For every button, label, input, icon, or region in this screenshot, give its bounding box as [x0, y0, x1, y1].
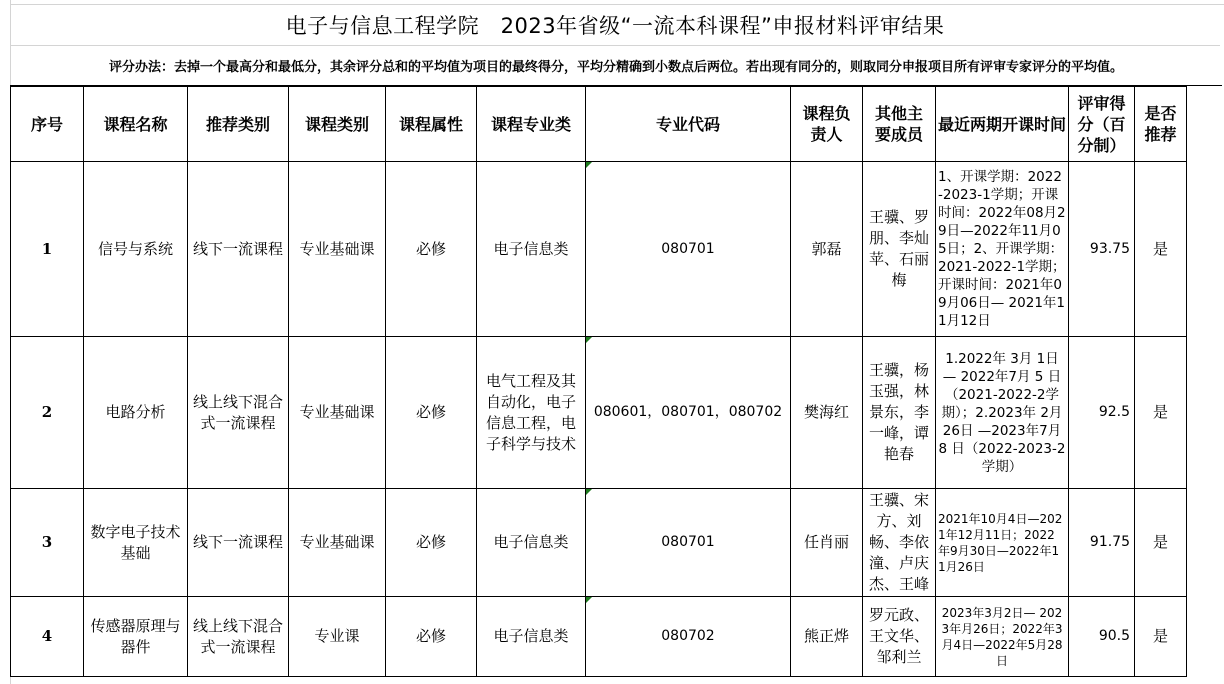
cell-members[interactable]: 王骥、罗朋、李灿苹、石丽梅 [863, 162, 936, 337]
cell-score[interactable]: 91.75 [1069, 489, 1135, 597]
cell-recent-time[interactable]: 2021年10月4日—2021年12月11日；2022年9月30日—2022年11月26日 [936, 489, 1069, 597]
cell-index[interactable]: 3 [11, 489, 84, 597]
scoring-note[interactable]: 评分办法：去掉一个最高分和最低分，其余评分总和的平均值为项目的最终得分，平均分精确到小数点后两位。若出现有同分的，则取同分申报项目所有评审专家评分的平均值。 [10, 46, 1222, 86]
major-code-text: 080701 [661, 240, 715, 257]
cell-index[interactable]: 4 [11, 597, 84, 677]
header-row [11, 87, 1187, 162]
cell-course-type[interactable]: 专业基础课 [289, 162, 386, 337]
cell-recent-time[interactable]: 1、开课学期：2022-2023-1学期；开课时间：2022年08月29日—2022年11月05日；2、开课学期：2021-2022-1学期；开课时间：2021年09月06日— 2021年11月12日 [936, 162, 1069, 337]
table-row [11, 597, 1187, 677]
cell-leader[interactable]: 樊海红 [791, 337, 863, 489]
cell-score[interactable]: 90.5 [1069, 597, 1135, 677]
table-row [11, 489, 1187, 597]
header-recent-time[interactable]: 最近两期开课时间 [936, 87, 1069, 162]
cell-recent-time[interactable]: 2023年3月2日— 2023年月26日；2022年3月4日—2022年5月28日 [936, 597, 1069, 677]
cell-major-class[interactable]: 电子信息类 [477, 162, 586, 337]
header-index[interactable]: 序号 [11, 87, 84, 162]
cell-major-code[interactable] [586, 162, 791, 337]
cell-course-name[interactable]: 数字电子技术基础 [84, 489, 188, 597]
cell-recommend-type[interactable]: 线上线下混合式一流课程 [188, 337, 289, 489]
cell-recent-time[interactable]: 1.2022年 3月 1日 — 2022年7月 5 日（2021-2022-2学期）；2.2023年 2月26日 —2023年7月 8 日（2022-2023-2学期） [936, 337, 1069, 489]
cell-course-attr[interactable]: 必修 [386, 162, 477, 337]
cell-recommended[interactable]: 是 [1135, 162, 1187, 337]
cell-course-attr[interactable]: 必修 [386, 489, 477, 597]
error-indicator-icon [586, 489, 592, 495]
major-code-text: 080601，080701，080702 [593, 404, 783, 420]
error-indicator-icon [586, 162, 592, 168]
header-members[interactable]: 其他主要成员 [863, 87, 936, 162]
cell-major-code[interactable] [586, 489, 791, 597]
cell-recommended[interactable]: 是 [1135, 489, 1187, 597]
cell-course-name[interactable]: 信号与系统 [84, 162, 188, 337]
cell-score[interactable]: 93.75 [1069, 162, 1135, 337]
sheet-title[interactable]: 电子与信息工程学院 2023年省级“一流本科课程”申报材料评审结果 [10, 4, 1220, 46]
cell-members[interactable]: 罗元政、王文华、邹利兰 [863, 597, 936, 677]
cell-major-class[interactable]: 电子信息类 [477, 597, 586, 677]
cell-major-class[interactable]: 电子信息类 [477, 489, 586, 597]
cell-course-type[interactable]: 专业课 [289, 597, 386, 677]
cell-recommend-type[interactable]: 线下一流课程 [188, 162, 289, 337]
cell-course-type[interactable]: 专业基础课 [289, 337, 386, 489]
cell-major-code[interactable] [586, 337, 791, 489]
cell-course-type[interactable]: 专业基础课 [289, 489, 386, 597]
cell-recommended[interactable]: 是 [1135, 337, 1187, 489]
header-major-class[interactable]: 课程专业类 [477, 87, 586, 162]
header-leader[interactable]: 课程负责人 [791, 87, 863, 162]
cell-recommend-type[interactable]: 线上线下混合式一流课程 [188, 597, 289, 677]
cell-leader[interactable]: 任肖丽 [791, 489, 863, 597]
cell-score[interactable]: 92.5 [1069, 337, 1135, 489]
cell-course-name[interactable]: 传感器原理与器件 [84, 597, 188, 677]
major-code-text: 080702 [661, 628, 715, 644]
cell-course-name[interactable]: 电路分析 [84, 337, 188, 489]
header-recommended[interactable]: 是否推荐 [1135, 87, 1187, 162]
cell-index[interactable]: 2 [11, 337, 84, 489]
header-major-code[interactable]: 专业代码 [586, 87, 791, 162]
cell-major-code[interactable] [586, 597, 791, 677]
header-course-attr[interactable]: 课程属性 [386, 87, 477, 162]
cell-members[interactable]: 王骥，杨玉强，林景东，李一峰，谭艳春 [863, 337, 936, 489]
cell-recommend-type[interactable]: 线下一流课程 [188, 489, 289, 597]
header-score[interactable]: 评审得分（百分制） [1069, 87, 1135, 162]
cell-major-class[interactable]: 电气工程及其自动化，电子信息工程，电子科学与技术 [477, 337, 586, 489]
results-table [10, 86, 1187, 677]
cell-leader[interactable]: 郭磊 [791, 162, 863, 337]
cell-recommended[interactable]: 是 [1135, 597, 1187, 677]
table-row [11, 162, 1187, 337]
error-indicator-icon [586, 337, 592, 343]
header-recommend-type[interactable]: 推荐类别 [188, 87, 289, 162]
cell-course-attr[interactable]: 必修 [386, 337, 477, 489]
cell-leader[interactable]: 熊正烨 [791, 597, 863, 677]
major-code-text: 080701 [661, 534, 715, 550]
table-row [11, 337, 1187, 489]
error-indicator-icon [586, 597, 592, 603]
header-course-type[interactable]: 课程类别 [289, 87, 386, 162]
cell-index[interactable]: 1 [11, 162, 84, 337]
cell-course-attr[interactable]: 必修 [386, 597, 477, 677]
header-course-name[interactable]: 课程名称 [84, 87, 188, 162]
cell-members[interactable]: 王骥、宋方、刘畅、李依潼、卢庆杰、王峰 [863, 489, 936, 597]
